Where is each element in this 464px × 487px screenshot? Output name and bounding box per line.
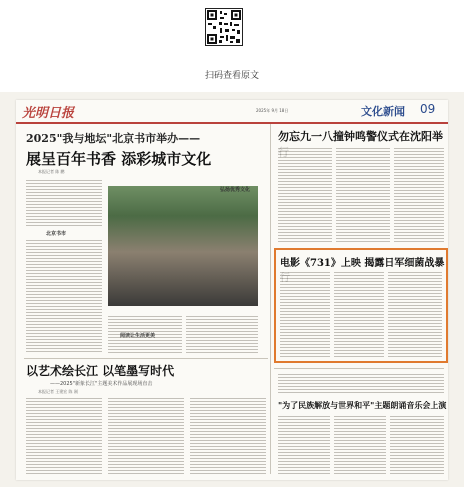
text-column (278, 414, 330, 476)
masthead (16, 100, 448, 124)
bottom-left-article-title: 以艺术绘长江 以笔墨写时代 (26, 364, 175, 378)
section-divider (24, 358, 268, 359)
sub-heading: 弘扬优秀文化 (220, 187, 251, 193)
column-divider (270, 124, 271, 474)
text-column (278, 372, 444, 394)
issue-date: 2025年 9月 18日 (256, 108, 289, 113)
right-bottom-article-title: "为了民族解放与世界和平"主题朗诵音乐会上演 (278, 400, 447, 410)
main-article-byline: 本报记者 陈 鹏 (38, 169, 65, 174)
right-top-article-title: 勿忘九一八撞钟鸣警仪式在沈阳举 (278, 130, 443, 143)
news-photo (108, 186, 258, 306)
main-article-title: 展呈百年书香 添彩城市文化 (26, 150, 212, 168)
text-column (280, 270, 330, 358)
sub-heading: 北京书市 (46, 231, 67, 237)
text-column (26, 178, 102, 228)
section-title: 文化新闻 (361, 105, 405, 118)
sub-heading: 阅读让生活更美 (120, 333, 156, 339)
text-column (388, 270, 442, 358)
qr-code-area (0, 0, 464, 92)
text-column (336, 146, 390, 242)
text-column (390, 414, 444, 476)
right-mid-article-title: 电影《731》上映 揭露日军细菌战暴 (280, 258, 445, 269)
text-column (190, 396, 266, 476)
text-column (334, 270, 384, 358)
section-divider (274, 368, 444, 369)
text-column (108, 396, 184, 476)
text-column (334, 414, 386, 476)
text-column (394, 146, 444, 242)
qr-code-icon[interactable] (205, 8, 243, 46)
page-number: 09 (420, 102, 436, 116)
text-column (278, 146, 332, 242)
newspaper-logo: 光明日报 (22, 106, 75, 121)
text-column (26, 396, 102, 476)
bottom-left-byline: 本报记者 王建宏 陈 刚 (38, 389, 78, 394)
text-column (186, 314, 258, 354)
qr-caption: 扫码查看原文 (204, 71, 259, 81)
text-column (26, 238, 102, 353)
newspaper-page (16, 100, 448, 480)
main-article-kicker: 2025"我与地坛"北京书市举办—— (26, 132, 201, 145)
bottom-left-article-subtitle: ——2025"新象长江"主题美术作品展现场直击 (50, 381, 153, 387)
